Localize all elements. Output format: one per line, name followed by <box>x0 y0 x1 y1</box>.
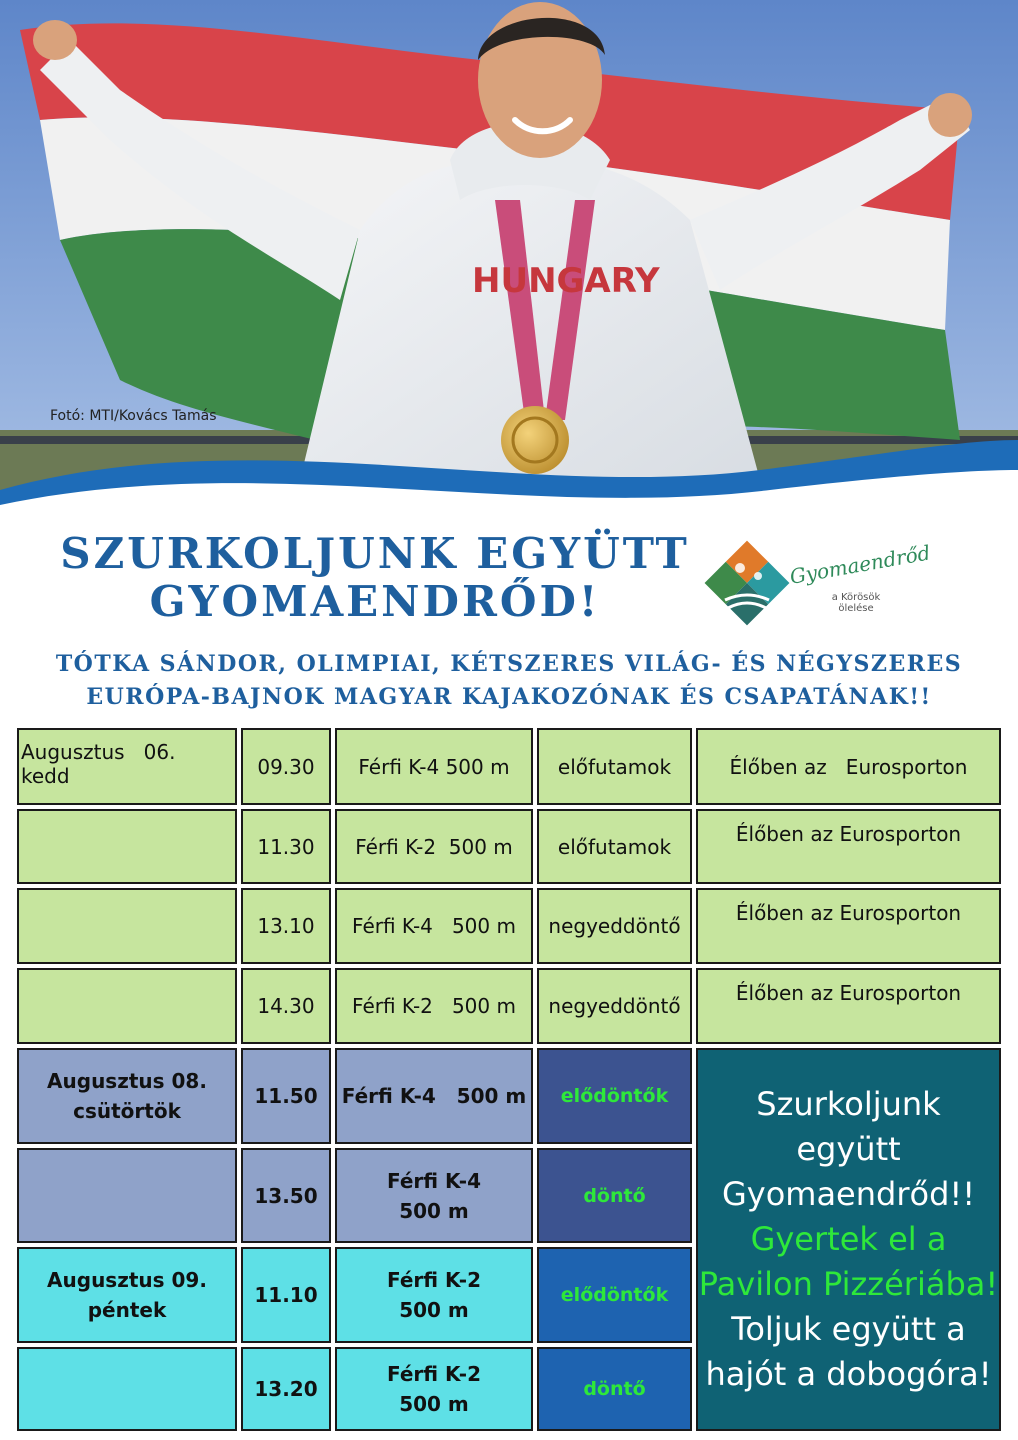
day-label: csütörtök <box>73 1099 181 1123</box>
event-cell: Férfi K-4 500 m <box>335 888 533 964</box>
date-label: Augusztus 08. <box>47 1069 207 1093</box>
promo-line-2: együtt <box>796 1130 901 1168</box>
date-label: Augusztus 09. <box>47 1268 207 1292</box>
event-cell <box>335 1148 533 1243</box>
date-cell <box>17 1347 237 1431</box>
shirt-text: HUNGARY <box>472 261 660 301</box>
logo-tagline-line-2: ölelése <box>838 603 874 614</box>
time-cell: 11.10 <box>241 1247 331 1343</box>
event-cell: Férfi K-2 500 m <box>335 968 533 1044</box>
broadcast-cell: Élőben az Eurosporton <box>696 968 1001 1044</box>
event-cell: Férfi K-2 500 m <box>335 809 533 884</box>
promo-box <box>696 1048 1001 1431</box>
broadcast-cell: Élőben az Eurosporton <box>696 809 1001 884</box>
stage-cell: döntő <box>537 1148 692 1243</box>
time-cell: 11.30 <box>241 809 331 884</box>
promo-line-6: Toljuk együtt a <box>731 1310 966 1348</box>
broadcast-cell: Élőben az Eurosporton <box>696 728 1001 805</box>
day-label: péntek <box>87 1298 167 1322</box>
event-cell <box>335 1247 533 1343</box>
main-title <box>40 530 710 626</box>
stage-cell: előfutamok <box>537 728 692 805</box>
date-cell <box>17 1048 237 1144</box>
hero-photo <box>0 0 1018 520</box>
event-label: Férfi K-4 <box>386 1168 482 1193</box>
promo-line-5: Pavilon Pizzériába! <box>698 1265 999 1303</box>
time-cell: 11.50 <box>241 1048 331 1144</box>
logo-name: Gyomaendrőd <box>787 540 933 589</box>
date-cell <box>17 888 237 964</box>
event-label: Férfi K-2 <box>386 1362 482 1386</box>
time-cell: 13.50 <box>241 1148 331 1243</box>
date-cell <box>17 809 237 884</box>
event-distance: 500 m <box>399 1392 469 1416</box>
event-distance: 500 m <box>399 1198 469 1223</box>
main-title-line-2: GYOMAENDRŐD! <box>149 577 601 626</box>
event-cell <box>335 1347 533 1431</box>
photo-credit: Fotó: MTI/Kovács Tamás <box>50 408 217 424</box>
promo-line-4: Gyertek el a <box>750 1220 947 1258</box>
time-cell: 13.10 <box>241 888 331 964</box>
logo-tagline <box>826 592 886 614</box>
day-label: kedd <box>21 764 70 788</box>
event-cell: Férfi K-4 500 m <box>335 728 533 805</box>
broadcast-cell: Élőben az Eurosporton <box>696 888 1001 964</box>
logo-tagline-line-1: a Körösök <box>831 592 881 603</box>
stage-cell: elődöntők <box>537 1247 692 1343</box>
promo-line-3: Gyomaendrőd!! <box>721 1175 976 1213</box>
date-cell <box>17 1247 237 1343</box>
athlete-photo-illustration <box>0 0 1018 520</box>
promo-line-1: Szurkoljunk <box>756 1085 941 1123</box>
subtitle <box>20 648 998 714</box>
date-cell <box>17 1148 237 1243</box>
date-cell <box>17 728 237 805</box>
subtitle-line-1: TÓTKA SÁNDOR, OLIMPIAI, KÉTSZERES VILÁG- ÉS NÉGYSZERES <box>55 651 963 677</box>
stage-cell: negyeddöntő <box>537 888 692 964</box>
promo-line-7: hajót a dobogóra! <box>705 1355 992 1393</box>
date-label: Augusztus 06. <box>21 740 176 764</box>
time-cell: 13.20 <box>241 1347 331 1431</box>
stage-cell: negyeddöntő <box>537 968 692 1044</box>
stage-cell: döntő <box>537 1347 692 1431</box>
date-cell <box>17 968 237 1044</box>
main-title-line-1: SZURKOLJUNK EGYÜTT <box>60 529 690 578</box>
time-cell: 09.30 <box>241 728 331 805</box>
stage-cell: előfutamok <box>537 809 692 884</box>
event-distance: 500 m <box>399 1298 469 1322</box>
stage-cell: elődöntők <box>537 1048 692 1144</box>
event-label: Férfi K-2 <box>386 1268 482 1292</box>
event-cell: Férfi K-4 500 m <box>335 1048 533 1144</box>
time-cell: 14.30 <box>241 968 331 1044</box>
subtitle-line-2: EURÓPA-BAJNOK MAGYAR KAJAKOZÓNAK ÉS CSAPATÁNAK!! <box>86 684 932 710</box>
